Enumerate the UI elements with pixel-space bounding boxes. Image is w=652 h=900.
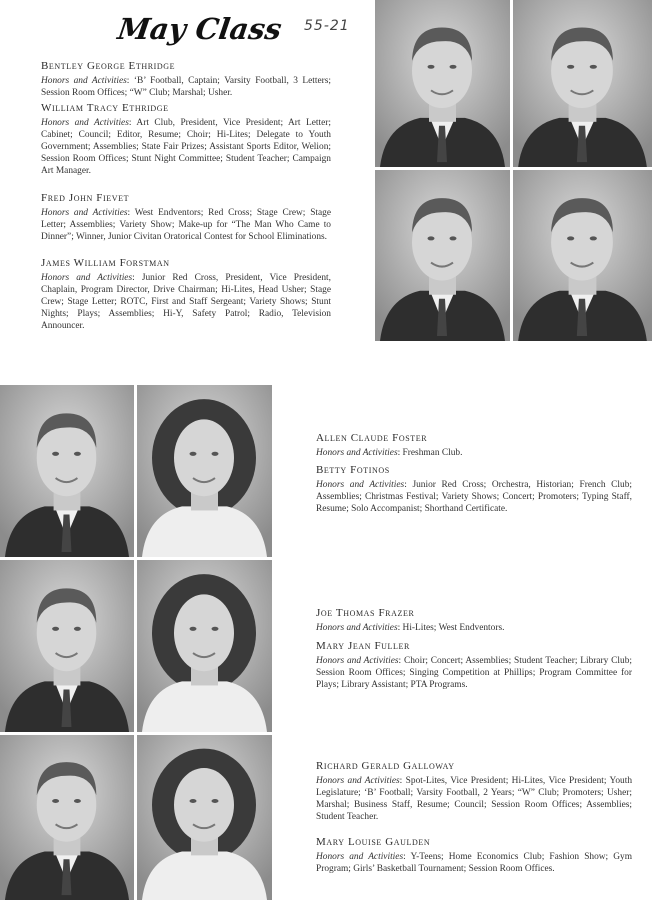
activities-text: Freshman Club.	[402, 448, 463, 458]
portrait-photo	[0, 560, 134, 732]
activities-label: Honors and Activities	[316, 776, 400, 786]
student-name: Mary Louise Gaulden	[316, 836, 431, 848]
activities-label: Honors and Activities	[316, 623, 398, 633]
student-entry: James William Forstman Honors and Activities: Junior Red Cross, President, Vice President, Chaplain, Program Director, Drive Chairman; Hi-Lites, Head Usher; Stage Crew; Stage Letter; ROTC, First and Staff Sergeant; Variety Shows; Stunt Nights; Plays; Assemblies; Hi-Y, Safety Patrol; Radio, Television Announcer.	[41, 257, 332, 332]
portrait-photo	[0, 735, 134, 900]
portrait-photo	[513, 0, 652, 167]
student-name: James William Forstman	[41, 257, 170, 269]
student-entry: Bentley George Ethridge Honors and Activities: ‘B’ Football, Captain; Varsity Football, 3 Letters; Session Room Offices; “W” Club; Marshal; Usher.	[41, 60, 332, 99]
activities-text: West Endventors; Red Cross; Stage Crew; Stage Letter; Assemblies; Variety Show; Make-up for “The Man Who Came to Dinner”; Winner, Junior Civitan Oratorical Contest for School Eliminations.	[41, 208, 332, 243]
activities-text: Spot-Lites, Vice President; Hi-Lites, Vice President; Youth Legislature; ‘B’ Football; Varsity Football, 2 Years; “W” Club; Promoters; Usher; Marshal; Business Staff, Resume; Council; Session Room Offices; Assemblies; Student Teacher.	[316, 776, 633, 823]
student-entry: Richard Gerald Galloway Honors and Activities: Spot-Lites, Vice President; Hi-Lites, Vice President; Youth Legislature; ‘B’ Football; Varsity Football, 2 Years; “W” Club; Promoters; Usher; Marshal; Business Staff, Resume; Council; Session Room Offices; Assemblies; Student Teacher.	[316, 760, 633, 823]
student-name: Betty Fotinos	[316, 464, 390, 476]
student-entry: Mary Louise Gaulden Honors and Activities: Y-Teens; Home Economics Club; Fashion Show; Gym Program; Girls’ Basketball Tournament; Session Room Offices.	[316, 836, 632, 875]
activities-label: Honors and Activities	[316, 480, 405, 490]
student-name: Bentley George Ethridge	[41, 60, 176, 72]
activities-text: Junior Red Cross; Orchestra, Historian; French Club; Assemblies; Christmas Festival; Variety Shows; Concert; Promoters; Typing Staff, Resume; Solo Accompanist; Shorthand Certificate.	[316, 480, 633, 515]
portrait-photo	[513, 170, 652, 341]
student-name: Mary Jean Fuller	[316, 640, 410, 652]
student-name: Joe Thomas Frazer	[316, 607, 415, 619]
student-entry: Betty Fotinos Honors and Activities: Junior Red Cross; Orchestra, Historian; French Club; Assemblies; Christmas Festival; Variety Shows; Concert; Promoters; Typing Staff, Resume; Solo Accompanist; Shorthand Certificate.	[316, 464, 633, 515]
activities-text: Y-Teens; Home Economics Club; Fashion Show; Gym Program; Girls’ Basketball Tournament; Session Room Offices.	[316, 852, 632, 875]
student-name: Allen Claude Foster	[316, 432, 428, 444]
student-name: Richard Gerald Galloway	[316, 760, 455, 772]
student-name: Fred John Fievet	[41, 192, 130, 204]
student-entry: Allen Claude Foster Honors and Activities: Freshman Club.	[316, 432, 632, 459]
portrait-photo	[137, 560, 272, 732]
student-name: William Tracy Ethridge	[41, 102, 169, 114]
portrait-photo	[375, 0, 510, 167]
student-entry: Fred John Fievet Honors and Activities: West Endventors; Red Cross; Stage Crew; Stage Letter; Assemblies; Variety Show; Make-up for “The Man Who Came to Dinner”; Winner, Junior Civitan Oratorical Contest for School Eliminations.	[41, 192, 332, 243]
portrait-photo	[0, 385, 134, 557]
student-entry: Joe Thomas Frazer Honors and Activities: Hi-Lites; West Endventors.	[316, 607, 632, 634]
activities-label: Honors and Activities	[41, 273, 133, 283]
activities-text: Junior Red Cross, President, Vice President, Chaplain, Program Director, Drive Chairman; Hi-Lites, Head Usher; Stage Crew; Stage Letter; ROTC, First and Staff Sergeant; Variety Shows; Stunt Nights; Plays; Assemblies; Hi-Y, Safety Patrol; Radio, Television Announcer.	[41, 273, 332, 332]
activities-label: Honors and Activities	[41, 76, 127, 86]
student-entry: Mary Jean Fuller Honors and Activities: Choir; Concert; Assemblies; Student Teacher; Library Club; Session Room Offices; Singing Competition at Phillips; Program Committee for Plays; Library Assistant; PTA Programs.	[316, 640, 633, 691]
portrait-photo	[137, 385, 272, 557]
activities-label: Honors and Activities	[41, 208, 128, 218]
activities-text: Hi-Lites; West Endventors.	[402, 623, 505, 633]
portrait-photo	[375, 170, 510, 341]
portrait-photo	[137, 735, 272, 900]
handwritten-annotation: 55-21	[304, 18, 350, 34]
activities-label: Honors and Activities	[316, 852, 404, 862]
activities-text: Choir; Concert; Assemblies; Student Teacher; Library Club; Session Room Offices; Singing Competition at Phillips; Program Committee for Plays; Library Assistant; PTA Programs.	[316, 656, 633, 691]
activities-label: Honors and Activities	[316, 448, 398, 458]
activities-label: Honors and Activities	[41, 118, 129, 128]
student-entry: William Tracy Ethridge Honors and Activities: Art Club, President, Vice President; Art Letter; Cabinet; Council; Editor, Resume; Choir; Hi-Lites; Delegate to Youth Government; Assemblies; State Fair Prizes; Assistant Sports Editor, Welion; Session Room Offices; Stunt Night Committee; Student Teacher; Campaign Art Manager.	[41, 102, 331, 177]
activities-text: ‘B’ Football, Captain; Varsity Football, 3 Letters; Session Room Offices; “W” Club; Marshal; Usher.	[41, 76, 332, 99]
activities-label: Honors and Activities	[316, 656, 399, 666]
page-title: May Class	[115, 12, 284, 46]
activities-text: Art Club, President, Vice President; Art Letter; Cabinet; Council; Editor, Resume; Choir; Hi-Lites; Delegate to Youth Government; Assemblies; State Fair Prizes; Assistant Sports Editor, Welion; Session Room Offices; Stunt Night Committee; Student Teacher; Campaign Art Manager.	[41, 118, 331, 177]
